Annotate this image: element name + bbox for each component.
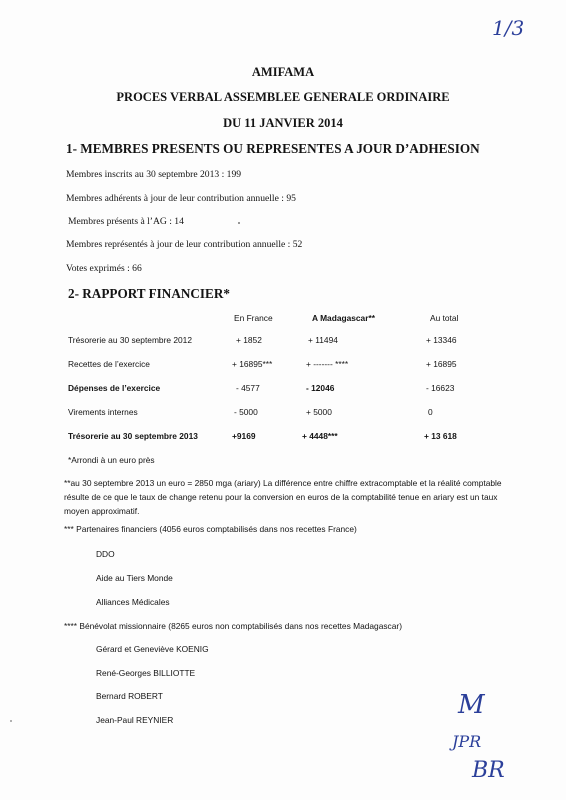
exchange-note-line: moyen approximatif. (64, 506, 140, 516)
cell-madagascar: + 11494 (308, 335, 338, 345)
handwritten-initial: BR (472, 758, 505, 783)
row-label: Trésorerie au 30 septembre 2012 (68, 335, 192, 345)
section2-heading: 2- RAPPORT FINANCIER* (68, 286, 230, 301)
handwritten-initial: M (458, 690, 485, 720)
column-header-total: Au total (430, 313, 459, 323)
organization-name: AMIFAMA (251, 65, 315, 79)
cell-france: + 1852 (236, 335, 262, 345)
document-title: PROCES VERBAL ASSEMBLEE GENERALE ORDINAIRE (116, 90, 450, 104)
row-label: Recettes de l’exercice (68, 359, 150, 369)
row-label: Trésorerie au 30 septembre 2013 (68, 431, 198, 441)
rounding-note: *Arrondi à un euro près (68, 455, 155, 465)
members-present: Membres présents à l’AG : 14 (68, 216, 184, 227)
scan-dot (10, 720, 12, 722)
exchange-note-line: résulte de ce que le taux de change retenu pour la conversion en euros de la comptabilité tenue en ariary est un taux (64, 492, 498, 502)
partners-heading: *** Partenaires financiers (4056 euros comptabilisés dans nos recettes France) (64, 524, 357, 534)
cell-madagascar: + ------- **** (306, 359, 349, 369)
partner-item: DDO (96, 549, 115, 559)
cell-madagascar: + 5000 (306, 407, 332, 417)
votes-cast: Votes exprimés : 66 (66, 263, 142, 274)
scan-dot (238, 222, 240, 224)
partner-item: Alliances Médicales (96, 597, 170, 607)
cell-france: +9169 (232, 431, 256, 441)
partner-item: Aide au Tiers Monde (96, 573, 173, 583)
cell-madagascar: + 4448*** (302, 431, 338, 441)
page-number-handwritten: 1/3 (492, 16, 525, 40)
row-label: Dépenses de l’exercice (68, 383, 161, 393)
cell-total: + 13346 (426, 335, 457, 345)
cell-france: + 16895*** (232, 359, 273, 369)
volunteer-item: René-Georges BILLIOTTE (96, 668, 196, 678)
column-header-france: En France (234, 313, 273, 323)
cell-total: - 16623 (426, 383, 455, 393)
volunteer-item: Gérard et Geneviève KOENIG (96, 644, 209, 654)
cell-total: 0 (428, 407, 433, 417)
members-registered: Membres inscrits au 30 septembre 2013 : 199 (66, 169, 242, 180)
volunteer-item: Bernard ROBERT (96, 691, 163, 701)
volunteer-item: Jean-Paul REYNIER (96, 715, 174, 725)
cell-total: + 13 618 (424, 431, 457, 441)
handwritten-initial: JPR (452, 732, 482, 751)
cell-france: - 4577 (236, 383, 260, 393)
column-header-madagascar: A Madagascar** (312, 313, 375, 323)
cell-france: - 5000 (234, 407, 258, 417)
members-represented: Membres représentés à jour de leur contribution annuelle : 52 (66, 239, 303, 250)
cell-total: + 16895 (426, 359, 457, 369)
row-label: Virements internes (68, 407, 138, 417)
cell-madagascar: - 12046 (306, 383, 335, 393)
exchange-note-line: **au 30 septembre 2013 un euro = 2850 mga (ariary) La différence entre chiffre extracomptable et la réalité comptable (64, 478, 502, 488)
meeting-date: DU 11 JANVIER 2014 (223, 116, 343, 130)
members-up-to-date: Membres adhérents à jour de leur contribution annuelle : 95 (66, 193, 296, 204)
volunteers-heading: **** Bénévolat missionnaire (8265 euros non comptabilisés dans nos recettes Madagascar) (64, 621, 402, 631)
section1-heading: 1- MEMBRES PRESENTS OU REPRESENTES A JOUR D’ADHESION (66, 141, 480, 156)
